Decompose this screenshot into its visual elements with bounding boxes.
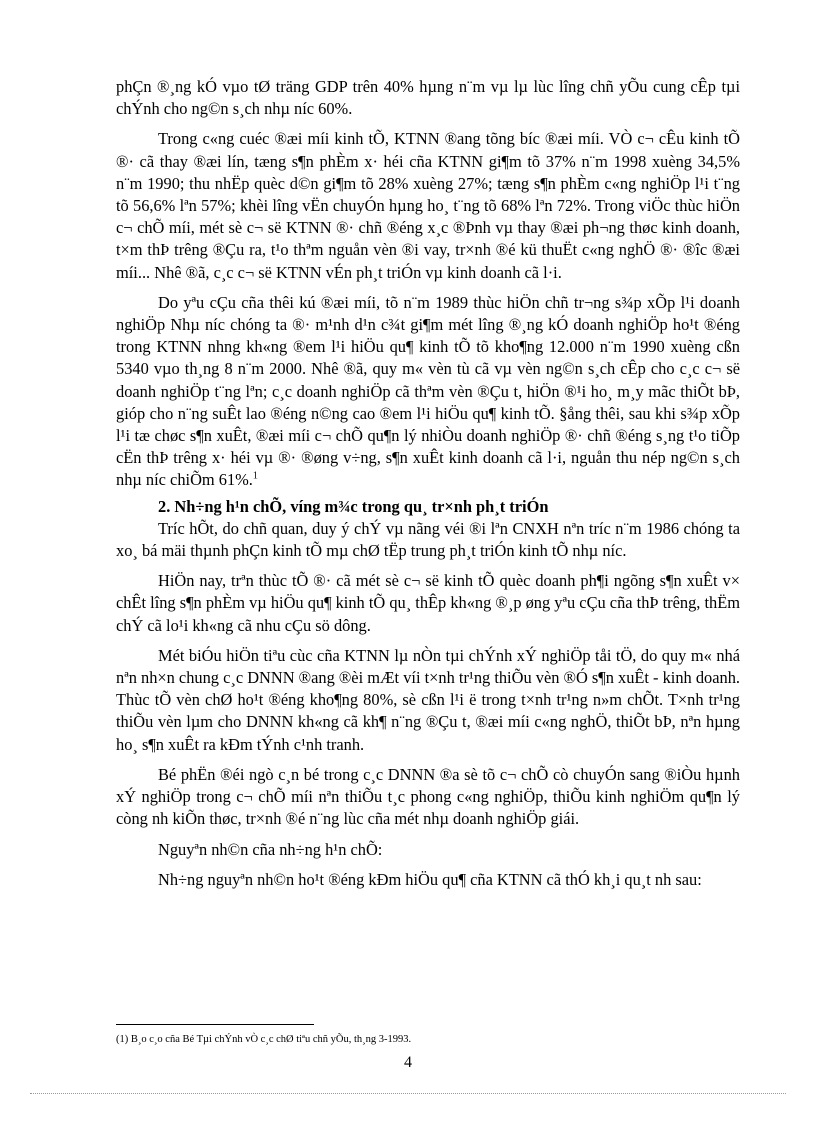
paragraph-8: Bé phËn ®éi ngò c¸n bé trong c¸c DNNN ®a sè tõ c¬ chÕ cò chuyÓn sang ®iÒu hµnh xÝ nghiÖp trong c¬ chÕ míi nªn thiÕu t¸c phong c«ng nghiÖp, thiÕu kinh nghiÖm qu¶n lý còng nh kiÕn thøc, tr×nh ®é n¨ng lùc cña mét nhµ doanh nghiÖp giái. (116, 764, 740, 829)
footnote-marker: (1) (116, 1034, 129, 1045)
paragraph-10: Nh÷ng nguyªn nh©n ho¹t ®éng kÐm hiÖu qu¶ cña KTNN cã thÓ kh¸i qu¸t nh sau: (158, 869, 702, 889)
paragraph-5: Tríc hÕt, do chñ quan, duy ý chÝ vµ nãng véi ®i lªn CNXH nªn tríc n¨m 1986 chóng ta xo¸ bá mäi thµnh phÇn kinh tÕ mµ chØ tËp trung ph¸t triÓn kinh tÕ nhµ níc. (116, 518, 740, 561)
paragraph-6: HiÖn nay, trªn thùc tÕ ®· cã mét sè c¬ së kinh tÕ quèc doanh ph¶i ngõng s¶n xuÊt v× chÊt lîng s¶n phÈm vµ hiÖu qu¶ kinh tÕ qu¸ thÊp kh«ng ®¸p øng yªu cÇu cña thÞ trêng, thËm chÝ cã lo¹i kh«ng cã nhu cÇu sö dông. (116, 571, 740, 635)
page-number: 4 (404, 1054, 412, 1071)
paragraph-7: Mét biÓu hiÖn tiªu cùc cña KTNN lµ nÒn tµi chÝnh xÝ nghiÖp tåi tÖ, do quy m« nhá nªn nh×n chung c¸c DNNN ®ang ®èi mÆt víi t×nh tr¹ng thiÕu vèn ®Ó s¶n xuÊt - kinh doanh. Thùc tÕ vèn chØ ho¹t ®éng kho¶ng 80%, sè cßn l¹i ë trong t×nh tr¹ng n»m chÕt. T×nh tr¹ng thiÕu vèn lµm cho DNNN kh«ng cã kh¶ n¨ng ®Çu t, ®æi míi c«ng nghÖ, thiÕt bÞ, nªn hµng ho¸ s¶n xuÊt ra kÐm tÝnh c¹nh tranh. (116, 645, 740, 754)
paragraph-3-text: Do yªu cÇu cña thêi kú ®æi míi, tõ n¨m 1989 thùc hiÖn chñ tr¬ng s¾p xÕp l¹i doanh nghiÖp Nhµ níc chóng ta ®· m¹nh d¹n c¾t gi¶m mét lîng ®¸ng kÓ doanh nghiÖp ho¹t ®éng trong KTNN nhng kh«ng ®em l¹i hiÖu qu¶ kinh tÕ tõ kho¶ng 12.000 n¨m 1990 xuèng cßn 5340 vµo th¸ng 8 n¨m 2000. Nhê ®ã, quy m« vèn tù cã vµ vèn ng©n s¸ch cÊp cho c¸c c¬ së doanh nghiÖp t¨ng lªn; c¸c doanh nghiÖp cã thªm vèn ®Çu t, hiÖn ®¹i ho¸ m¸y mãc thiÕt bÞ, gióp cho n¨ng suÊt lao ®éng n©ng cao ®em l¹i hiÖu qu¶ kinh tÕ. §ång thêi, sau khi s¾p xÕp l¹i tæ chøc s¶n xuÊt, ®æi míi c¬ chÕ qu¶n lý nhiÒu doanh nghiÖp ®· chñ ®éng s¸ng t¹o tiÕp cËn thÞ trêng x· héi vµ ®· ®øng v÷ng, s¶n xuÊt kinh doanh cã l·i, nguån thu nép ng©n s¸ch nhµ níc chiÕm 61%. (116, 292, 740, 490)
footnote-text: B¸o c¸o cña Bé Tµi chÝnh vÒ c¸c chØ tiªu chñ yÕu, th¸ng 3-1993. (128, 1034, 412, 1045)
paragraph-2: Trong c«ng cuéc ®æi míi kinh tÕ, KTNN ®ang tõng bíc ®æi míi. VÒ c¬ cÊu kinh tÕ ®· cã thay ®æi lín, tæng s¶n phÈm x· héi cña KTNN gi¶m tõ 37% n¨m 1998 xuèng 34,5% n¨m 1990; thu nhËp quèc d©n gi¶m tõ 28% xuèng 27%; tæng s¶n phÈm c«ng nghiÖp l¹i t¨ng tõ 56,6% lªn 57%; khèi lîng vËn chuyÓn hµng ho¸ t¨ng tõ 68% lªn 72%. Trong viÖc thùc hiÖn c¬ chÕ míi, mét sè c¬ së KTNN ®· chñ ®éng x¸c ®Þnh vµ thay ®æi ph¬ng thøc kinh doanh, t×m thÞ trêng ®Çu ra, t¹o thªm nguån vèn ®i vay, tr×nh ®é kü thuËt c«ng nghÖ ®· ®îc ®æi míi... Nhê ®ã, c¸c c¬ së KTNN vÉn ph¸t triÓn vµ kinh doanh cã l·i. (116, 129, 740, 282)
footnote (116, 1033, 740, 1046)
footnote-reference[interactable]: 1 (252, 470, 258, 482)
page-body (116, 76, 740, 891)
footnote-separator (116, 1024, 314, 1025)
paragraph-9: Nguyªn nh©n cña nh÷ng h¹n chÕ: (158, 839, 383, 859)
paragraph-1: phÇn ®¸ng kÓ vµo tØ träng GDP trên 40% hµng n¨m vµ lµ lùc lîng chñ yÕu cung cÊp tµi chÝnh cho ng©n s¸ch nhµ níc 60%. (116, 77, 740, 119)
paragraph-3 (116, 292, 740, 492)
page-bottom-divider (30, 1093, 786, 1094)
section-heading: 2. Nh÷ng h¹n chÕ, víng m¾c trong qu¸ tr×nh ph¸t triÓn (158, 496, 549, 516)
